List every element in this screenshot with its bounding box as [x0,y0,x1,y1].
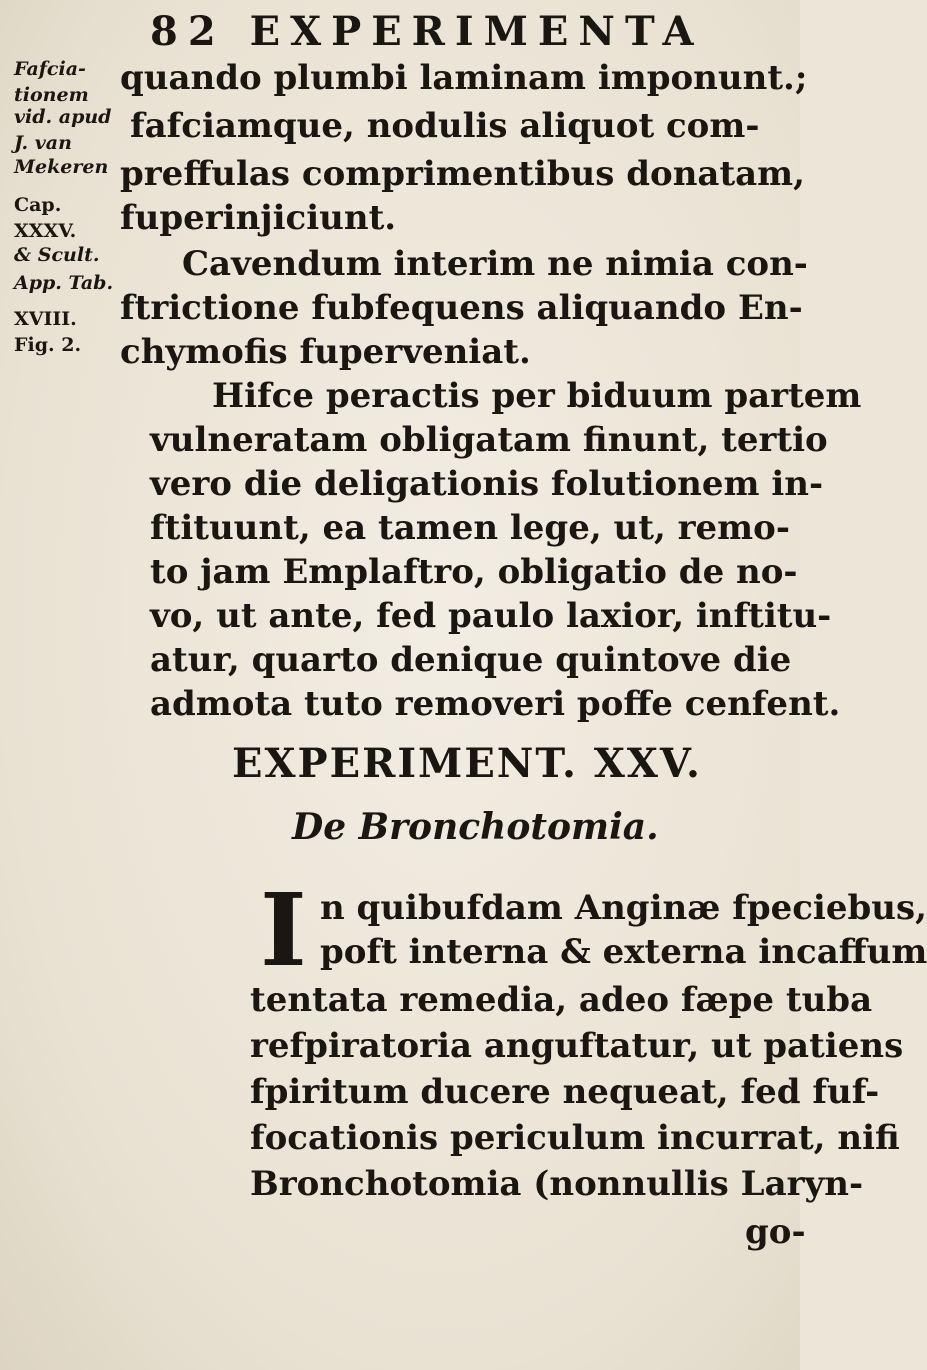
text-line: atur, quarto denique quintove die [150,640,792,680]
text-line: ftrictione fubfequens aliquando En- [120,288,803,328]
drop-initial: I [260,871,307,989]
text-line: tentata remedia, adeo fæpe tuba [250,980,873,1020]
text-line: poft interna & externa incaffum [320,932,927,972]
running-header: 82 EXPERIMENTA [150,8,704,55]
section-heading: EXPERIMENT. XXV. [232,740,702,787]
margin-note: App. Tab. [14,272,114,294]
text-line: focationis periculum incurrat, nifi [250,1118,900,1158]
text-line: to jam Emplaftro, obligatio de no- [150,552,798,592]
text-line: fpiritum ducere nequeat, fed fuf- [250,1072,880,1112]
text-line: refpiratoria anguftatur, ut patiens [250,1026,904,1066]
text-line: quando plumbi laminam imponunt.; [120,58,808,98]
catchword: go- [745,1212,806,1252]
text-line: Cavendum interim ne nimia con- [182,244,808,284]
text-line: Hifce peractis per biduum partem [212,376,862,416]
text-line: vero die deligationis folutionem in- [150,464,824,504]
text-line: n quibufdam Anginæ fpeciebus, [320,888,927,928]
margin-note: Mekeren [14,156,109,178]
text-line: Bronchotomia (nonnullis Laryn- [250,1164,864,1204]
margin-note: Cap. [14,194,62,216]
margin-note: XVIII. [14,308,77,330]
section-subheading: De Bronchotomia. [292,806,659,848]
text-line: fafciamque, nodulis aliquot com- [130,106,760,146]
margin-note: & Scult. [14,244,100,266]
text-line: vulneratam obligatam finunt, tertio [150,420,828,460]
margin-note: Fafcia- [14,58,86,80]
text-line: vo, ut ante, fed paulo laxior, inftitu- [150,596,832,636]
text-line: preffulas comprimentibus donatam, [120,154,805,194]
margin-note: tionem [14,84,89,106]
margin-note: Fig. 2. [14,334,82,356]
text-line: admota tuto removeri poffe cenfent. [150,684,841,724]
margin-note: J. van [14,132,72,154]
text-line: ftituunt, ea tamen lege, ut, remo- [150,508,790,548]
text-line: fuperinjiciunt. [120,198,397,238]
margin-note: XXXV. [14,220,77,242]
text-line: chymofis fuperveniat. [120,332,531,372]
margin-note: vid. apud [14,106,112,128]
